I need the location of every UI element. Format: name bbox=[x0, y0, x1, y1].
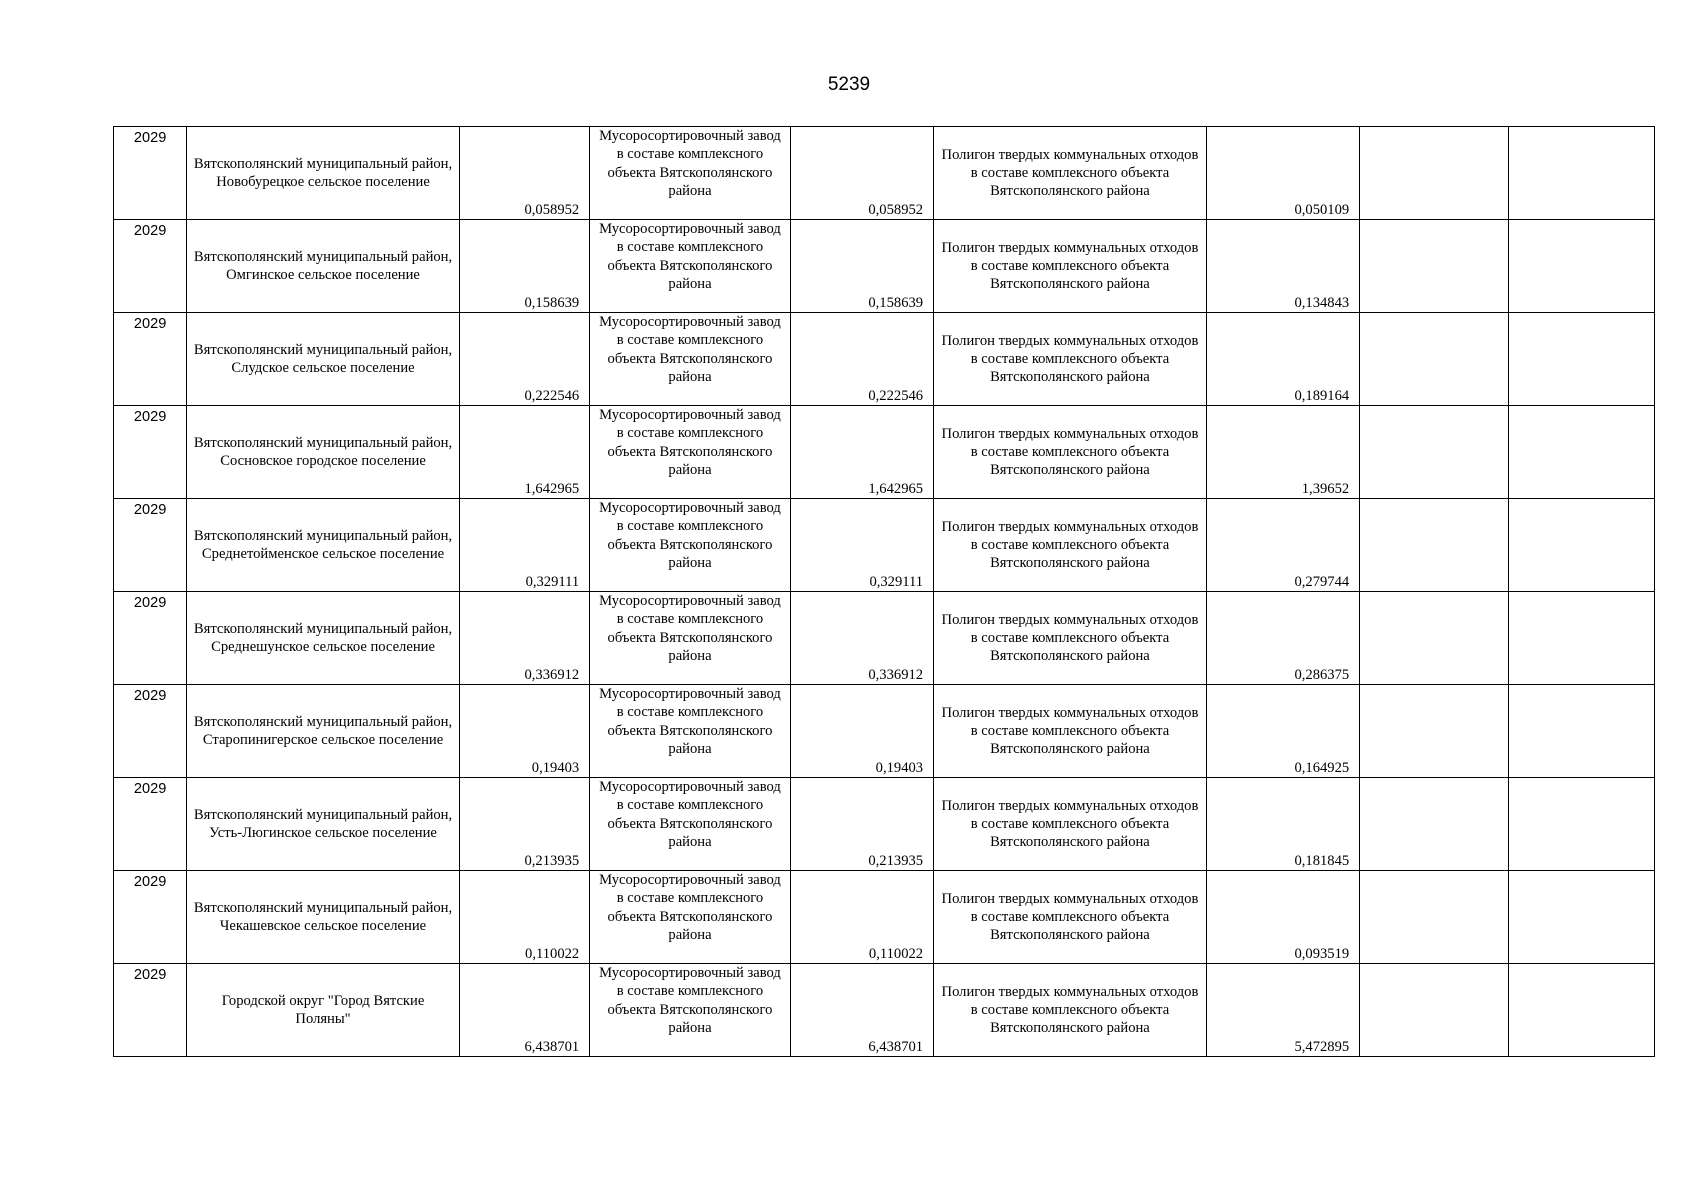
table-row bbox=[114, 499, 1655, 592]
volume-landfilled-cell bbox=[1206, 313, 1359, 406]
landfill-cell bbox=[934, 313, 1207, 406]
sorting-facility-name: Мусоросортировочный завод в составе комплексного объекта Вятскополянского района bbox=[599, 593, 781, 665]
empty-cell bbox=[1360, 871, 1508, 964]
table-row bbox=[114, 964, 1655, 1057]
settlement-cell bbox=[187, 685, 460, 778]
volume-landfilled: 0,286375 bbox=[1294, 667, 1350, 683]
volume-generated: 0,329111 bbox=[525, 574, 580, 590]
year-cell bbox=[114, 592, 187, 685]
volume-sorted-cell bbox=[790, 499, 933, 592]
empty-cell bbox=[1360, 778, 1508, 871]
landfill-name: Полигон твердых коммунальных отходов в составе комплексного объекта Вятскополянского района bbox=[941, 240, 1199, 292]
sorting-facility-cell bbox=[590, 592, 791, 685]
volume-sorted-cell bbox=[790, 313, 933, 406]
volume-landfilled: 0,279744 bbox=[1294, 574, 1350, 590]
volume-landfilled: 0,164925 bbox=[1294, 760, 1350, 776]
year-cell bbox=[114, 871, 187, 964]
landfill-name: Полигон твердых коммунальных отходов в составе комплексного объекта Вятскополянского района bbox=[941, 891, 1199, 943]
settlement-cell bbox=[187, 220, 460, 313]
year-cell bbox=[114, 685, 187, 778]
settlement-name: Вятскополянский муниципальный район, Среднешунское сельское поселение bbox=[193, 621, 453, 655]
empty-cell bbox=[1360, 964, 1508, 1057]
settlement-cell bbox=[187, 592, 460, 685]
table-body bbox=[114, 127, 1655, 1057]
volume-sorted: 6,438701 bbox=[868, 1039, 924, 1055]
volume-generated-cell bbox=[459, 127, 589, 220]
volume-generated: 0,058952 bbox=[524, 202, 580, 218]
volume-landfilled: 0,189164 bbox=[1294, 388, 1350, 404]
volume-generated: 0,336912 bbox=[524, 667, 580, 683]
volume-sorted: 0,336912 bbox=[868, 667, 924, 683]
volume-sorted-cell bbox=[790, 778, 933, 871]
empty-cell bbox=[1508, 685, 1654, 778]
volume-landfilled-cell bbox=[1206, 220, 1359, 313]
sorting-facility-cell bbox=[590, 220, 791, 313]
settlement-name: Вятскополянский муниципальный район, Омгинское сельское поселение bbox=[193, 249, 453, 283]
year: 2029 bbox=[133, 316, 167, 332]
volume-landfilled-cell bbox=[1206, 778, 1359, 871]
sorting-facility-cell bbox=[590, 313, 791, 406]
volume-generated-cell bbox=[459, 778, 589, 871]
volume-sorted: 0,222546 bbox=[868, 388, 924, 404]
volume-generated: 0,19403 bbox=[531, 760, 580, 776]
table-row bbox=[114, 406, 1655, 499]
volume-generated-cell bbox=[459, 592, 589, 685]
volume-generated: 0,213935 bbox=[524, 853, 580, 869]
settlement-cell bbox=[187, 499, 460, 592]
empty-cell bbox=[1360, 499, 1508, 592]
landfill-cell bbox=[934, 220, 1207, 313]
volume-generated-cell bbox=[459, 964, 589, 1057]
volume-sorted-cell bbox=[790, 592, 933, 685]
landfill-name: Полигон твердых коммунальных отходов в составе комплексного объекта Вятскополянского района bbox=[941, 147, 1199, 199]
sorting-facility-cell bbox=[590, 499, 791, 592]
empty-cell bbox=[1508, 592, 1654, 685]
year: 2029 bbox=[133, 967, 167, 983]
landfill-cell bbox=[934, 127, 1207, 220]
empty-cell bbox=[1508, 313, 1654, 406]
volume-landfilled-cell bbox=[1206, 871, 1359, 964]
settlement-name: Вятскополянский муниципальный район, Усть-Люгинское сельское поселение bbox=[193, 807, 453, 841]
landfill-cell bbox=[934, 964, 1207, 1057]
volume-landfilled-cell bbox=[1206, 685, 1359, 778]
table-row bbox=[114, 685, 1655, 778]
year: 2029 bbox=[133, 130, 167, 146]
landfill-name: Полигон твердых коммунальных отходов в составе комплексного объекта Вятскополянского района bbox=[941, 426, 1199, 478]
volume-generated-cell bbox=[459, 313, 589, 406]
settlement-name: Вятскополянский муниципальный район, Чекашевское сельское поселение bbox=[193, 900, 453, 934]
volume-sorted: 1,642965 bbox=[868, 481, 924, 497]
volume-landfilled: 0,181845 bbox=[1294, 853, 1350, 869]
volume-generated-cell bbox=[459, 685, 589, 778]
volume-sorted: 0,158639 bbox=[868, 295, 924, 311]
settlement-name: Вятскополянский муниципальный район, Новобурецкое сельское поселение bbox=[193, 156, 453, 190]
table-row bbox=[114, 220, 1655, 313]
volume-generated-cell bbox=[459, 406, 589, 499]
settlement-cell bbox=[187, 313, 460, 406]
volume-generated-cell bbox=[459, 871, 589, 964]
volume-generated-cell bbox=[459, 220, 589, 313]
volume-generated: 1,642965 bbox=[524, 481, 580, 497]
year-cell bbox=[114, 220, 187, 313]
settlement-cell bbox=[187, 406, 460, 499]
sorting-facility-cell bbox=[590, 685, 791, 778]
settlement-cell bbox=[187, 778, 460, 871]
sorting-facility-name: Мусоросортировочный завод в составе комплексного объекта Вятскополянского района bbox=[599, 965, 781, 1037]
sorting-facility-name: Мусоросортировочный завод в составе комплексного объекта Вятскополянского района bbox=[599, 407, 781, 479]
settlement-name: Вятскополянский муниципальный район, Сосновское городское поселение bbox=[193, 435, 453, 469]
empty-cell bbox=[1360, 406, 1508, 499]
year: 2029 bbox=[133, 409, 167, 425]
landfill-name: Полигон твердых коммунальных отходов в составе комплексного объекта Вятскополянского района bbox=[941, 984, 1199, 1036]
volume-generated: 0,222546 bbox=[524, 388, 580, 404]
volume-generated-cell bbox=[459, 499, 589, 592]
empty-cell bbox=[1508, 406, 1654, 499]
volume-sorted: 0,110022 bbox=[868, 946, 924, 962]
sorting-facility-cell bbox=[590, 127, 791, 220]
year-cell bbox=[114, 406, 187, 499]
volume-landfilled: 0,134843 bbox=[1294, 295, 1350, 311]
empty-cell bbox=[1360, 220, 1508, 313]
volume-sorted-cell bbox=[790, 406, 933, 499]
empty-cell bbox=[1508, 964, 1654, 1057]
settlement-cell bbox=[187, 871, 460, 964]
volume-landfilled: 5,472895 bbox=[1294, 1039, 1350, 1055]
settlement-name: Вятскополянский муниципальный район, Слудское сельское поселение bbox=[193, 342, 453, 376]
sorting-facility-cell bbox=[590, 964, 791, 1057]
sorting-facility-name: Мусоросортировочный завод в составе комплексного объекта Вятскополянского района bbox=[599, 128, 781, 200]
table-row bbox=[114, 871, 1655, 964]
volume-generated: 6,438701 bbox=[524, 1039, 580, 1055]
sorting-facility-cell bbox=[590, 406, 791, 499]
volume-sorted-cell bbox=[790, 127, 933, 220]
page-number: 5239 bbox=[827, 74, 871, 95]
year: 2029 bbox=[133, 688, 167, 704]
sorting-facility-name: Мусоросортировочный завод в составе комплексного объекта Вятскополянского района bbox=[599, 686, 781, 758]
landfill-cell bbox=[934, 592, 1207, 685]
sorting-facility-cell bbox=[590, 778, 791, 871]
year: 2029 bbox=[133, 781, 167, 797]
volume-landfilled-cell bbox=[1206, 592, 1359, 685]
empty-cell bbox=[1508, 127, 1654, 220]
empty-cell bbox=[1508, 499, 1654, 592]
empty-cell bbox=[1508, 871, 1654, 964]
empty-cell bbox=[1508, 220, 1654, 313]
table-row bbox=[114, 778, 1655, 871]
year: 2029 bbox=[133, 874, 167, 890]
settlement-name: Вятскополянский муниципальный район, Среднетойменское сельское поселение bbox=[193, 528, 453, 562]
volume-landfilled: 1,39652 bbox=[1301, 481, 1350, 497]
settlement-name: Городской округ "Город Вятские Поляны" bbox=[221, 993, 425, 1027]
sorting-facility-name: Мусоросортировочный завод в составе комплексного объекта Вятскополянского района bbox=[599, 314, 781, 386]
volume-sorted: 0,213935 bbox=[868, 853, 924, 869]
landfill-cell bbox=[934, 871, 1207, 964]
year: 2029 bbox=[133, 502, 167, 518]
landfill-name: Полигон твердых коммунальных отходов в составе комплексного объекта Вятскополянского района bbox=[941, 798, 1199, 850]
settlement-cell bbox=[187, 127, 460, 220]
year: 2029 bbox=[133, 595, 167, 611]
year-cell bbox=[114, 313, 187, 406]
volume-sorted-cell bbox=[790, 871, 933, 964]
year-cell bbox=[114, 778, 187, 871]
volume-landfilled-cell bbox=[1206, 406, 1359, 499]
landfill-name: Полигон твердых коммунальных отходов в составе комплексного объекта Вятскополянского района bbox=[941, 333, 1199, 385]
landfill-cell bbox=[934, 778, 1207, 871]
landfill-cell bbox=[934, 685, 1207, 778]
volume-sorted: 0,058952 bbox=[868, 202, 924, 218]
empty-cell bbox=[1360, 313, 1508, 406]
empty-cell bbox=[1360, 592, 1508, 685]
sorting-facility-name: Мусоросортировочный завод в составе комплексного объекта Вятскополянского района bbox=[599, 221, 781, 293]
year-cell bbox=[114, 127, 187, 220]
year-cell bbox=[114, 964, 187, 1057]
volume-landfilled-cell bbox=[1206, 127, 1359, 220]
volume-generated: 0,158639 bbox=[524, 295, 580, 311]
table-row bbox=[114, 127, 1655, 220]
empty-cell bbox=[1360, 685, 1508, 778]
sorting-facility-name: Мусоросортировочный завод в составе комплексного объекта Вятскополянского района bbox=[599, 779, 781, 851]
landfill-cell bbox=[934, 406, 1207, 499]
volume-sorted-cell bbox=[790, 220, 933, 313]
year: 2029 bbox=[133, 223, 167, 239]
table-row bbox=[114, 313, 1655, 406]
settlement-name: Вятскополянский муниципальный район, Старопинигерское сельское поселение bbox=[193, 714, 453, 748]
volume-sorted: 0,329111 bbox=[869, 574, 924, 590]
volume-sorted-cell bbox=[790, 685, 933, 778]
sorting-facility-name: Мусоросортировочный завод в составе комплексного объекта Вятскополянского района bbox=[599, 500, 781, 572]
volume-landfilled: 0,050109 bbox=[1294, 202, 1350, 218]
table-row bbox=[114, 592, 1655, 685]
empty-cell bbox=[1360, 127, 1508, 220]
volume-sorted: 0,19403 bbox=[875, 760, 924, 776]
waste-flow-table bbox=[113, 126, 1655, 1057]
sorting-facility-cell bbox=[590, 871, 791, 964]
volume-landfilled-cell bbox=[1206, 964, 1359, 1057]
landfill-name: Полигон твердых коммунальных отходов в составе комплексного объекта Вятскополянского района bbox=[941, 705, 1199, 757]
sorting-facility-name: Мусоросортировочный завод в составе комплексного объекта Вятскополянского района bbox=[599, 872, 781, 944]
year-cell bbox=[114, 499, 187, 592]
volume-sorted-cell bbox=[790, 964, 933, 1057]
volume-landfilled-cell bbox=[1206, 499, 1359, 592]
volume-generated: 0,110022 bbox=[525, 946, 580, 962]
settlement-cell bbox=[187, 964, 460, 1057]
landfill-name: Полигон твердых коммунальных отходов в составе комплексного объекта Вятскополянского района bbox=[941, 612, 1199, 664]
landfill-cell bbox=[934, 499, 1207, 592]
volume-landfilled: 0,093519 bbox=[1294, 946, 1350, 962]
empty-cell bbox=[1508, 778, 1654, 871]
landfill-name: Полигон твердых коммунальных отходов в составе комплексного объекта Вятскополянского района bbox=[941, 519, 1199, 571]
